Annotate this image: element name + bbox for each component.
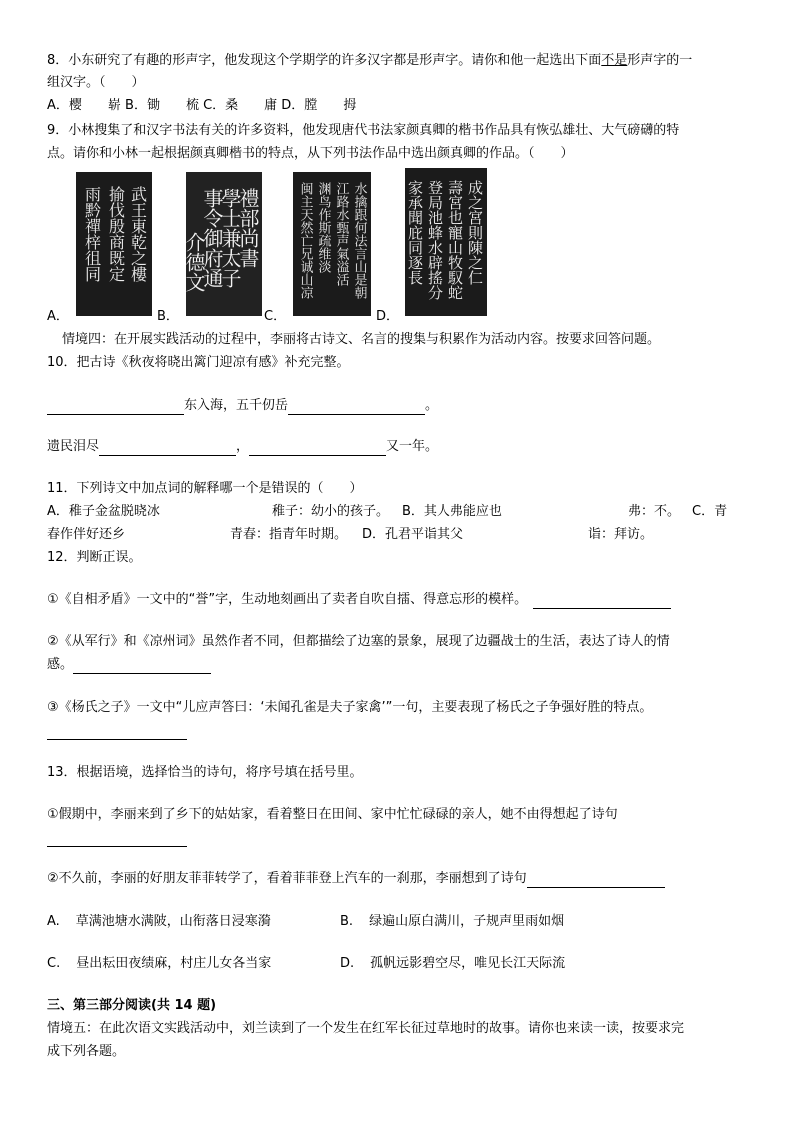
q12-statement-1: ①《自相矛盾》一文中的“誉”字，生动地刻画出了卖者自吹自擂、得意忘形的模样。 bbox=[47, 591, 671, 609]
q13-blank-1[interactable] bbox=[47, 832, 187, 847]
q13-blank-2[interactable] bbox=[527, 873, 665, 888]
q11-option-a-def: 稚子：幼小的孩子。 bbox=[272, 504, 390, 519]
q8-line2: 组汉字。（ ） bbox=[47, 75, 145, 90]
part3-heading: 三、第三部分阅读(共 14 题) bbox=[47, 998, 217, 1013]
calligraphy-b-col1: 禮部尚書 bbox=[236, 188, 260, 268]
scenario5-line1: 情境五：在此次语文实践活动中，刘兰读到了一个发生在红军长征过草地时的故事。请你也来读一读，按要求完 bbox=[47, 1021, 685, 1036]
calligraphy-image-b bbox=[182, 172, 262, 316]
q9-option-c-label: C． bbox=[264, 309, 287, 324]
q9-line2: 点。请你和小林一起根据颜真卿楷书的特点，从下列书法作品中选出颜真卿的作品。（ ） bbox=[47, 146, 574, 161]
q12-blank-2[interactable] bbox=[73, 659, 211, 674]
calligraphy-d-col1: 成之宮則陳之仁 bbox=[466, 180, 484, 285]
calligraphy-image-d bbox=[405, 168, 487, 316]
q13-blank-1-line bbox=[47, 829, 187, 847]
q13-title: 13．根据语境，选择恰当的诗句，将序号填在括号里。 bbox=[47, 765, 363, 780]
q12-statement-2: ②《从军行》和《凉州词》虽然作者不同，但都描绘了边塞的景象，展现了边疆战士的生活，表达了诗人的情 bbox=[47, 634, 670, 649]
q11-option-c-start: C．青 bbox=[692, 504, 728, 519]
calligraphy-c-col3: 渊鸟作斯疏维淡 bbox=[315, 182, 331, 273]
q10-blank-3[interactable] bbox=[99, 441, 236, 456]
calligraphy-c-col2: 江路水甄声氣溢活 bbox=[333, 182, 349, 286]
q8-line1: 8．小东研究了有趣的形声字，他发现这个学期学的许多汉字都是形声字。请你和他一起选出下面不是形声字的一 bbox=[47, 53, 693, 68]
q10-line1: 东入海，五千仞岳 。 bbox=[47, 397, 438, 415]
q9-option-b-label: B． bbox=[157, 309, 179, 324]
q8-not-word: 不是 bbox=[601, 53, 628, 68]
q12-blank-1[interactable] bbox=[533, 594, 671, 609]
q8-options: A．樱 崭 B．锄 梳 C．桑 庸 D．膛 拇 bbox=[47, 98, 357, 113]
q11-option-d: D．孔君平诣其父 bbox=[362, 527, 464, 542]
q12-title: 12．判断正误。 bbox=[47, 550, 142, 565]
scenario5-line2: 成下列各题。 bbox=[47, 1044, 126, 1059]
q10-blank-1[interactable] bbox=[47, 400, 184, 415]
q13-option-b: B. 绿遍山原白满川，子规声里雨如烟 bbox=[340, 914, 565, 929]
q13-situation-1: ①假期中，李丽来到了乡下的姑姑家，看着整日在田间、家中忙忙碌碌的亲人，她不由得想起了诗句 bbox=[47, 807, 618, 822]
calligraphy-c-svg bbox=[293, 172, 371, 316]
q10-blank-4[interactable] bbox=[249, 441, 386, 456]
calligraphy-b-svg bbox=[182, 172, 262, 316]
calligraphy-a-col2: 揄伐殷商既定 bbox=[106, 186, 126, 282]
q9-option-d-label: D． bbox=[376, 309, 400, 324]
q9-line1: 9．小林搜集了和汉字书法有关的许多资料，他发现唐代书法家颜真卿的楷书作品具有恢弘雄壮、大气磅礴的特 bbox=[47, 123, 680, 138]
calligraphy-b-col3: 事令御府通 bbox=[200, 188, 224, 288]
calligraphy-a-col3: 雨黔禪梓徂同 bbox=[82, 186, 102, 282]
q13-option-c: C. 昼出耘田夜绩麻，村庄儿女各当家 bbox=[47, 956, 272, 971]
q11-option-b-def: 弗：不。 bbox=[628, 504, 681, 519]
q10-line2: 遗民泪尽 ， 又一年。 bbox=[47, 439, 439, 454]
q13-option-d: D. 孤帆远影碧空尽，唯见长江天际流 bbox=[340, 956, 566, 971]
calligraphy-b-col4: 介德文 bbox=[182, 232, 206, 292]
calligraphy-d-col2: 壽宮也寵山牧馭蛇 bbox=[446, 180, 464, 300]
q10-blank-2[interactable] bbox=[288, 400, 425, 415]
q12-blank-3[interactable] bbox=[47, 725, 187, 740]
q13-situation-2: ②不久前，李丽的好朋友菲菲转学了，看着菲菲登上汽车的一刹那，李丽想到了诗句 bbox=[47, 870, 665, 888]
calligraphy-a-svg bbox=[76, 172, 152, 316]
q11-option-c-def: 青春：指青年时期。 bbox=[230, 527, 348, 542]
q11-option-b: B．其人弗能应也 bbox=[402, 504, 502, 519]
calligraphy-c-col4: 闽主天然亡兄诚山凉 bbox=[297, 182, 313, 299]
scenario4-text: 情境四：在开展实践活动的过程中，李丽将古诗文、名言的搜集与积累作为活动内容。按要求回答问题。 bbox=[62, 332, 661, 347]
q12-blank-3-line bbox=[47, 722, 187, 740]
q12-statement-3: ③《杨氏之子》一文中“儿应声答曰：‘未闻孔雀是夫子家禽’”一句，主要表现了杨氏之子争强好胜的特点。 bbox=[47, 700, 653, 715]
calligraphy-d-col3: 登局池蜂水辟搖分 bbox=[426, 180, 444, 300]
q11-option-c-cont: 春作伴好还乡 bbox=[47, 527, 126, 542]
q11-option-a: A．稚子金盆脱晓冰 bbox=[47, 504, 160, 519]
calligraphy-image-c bbox=[293, 172, 371, 316]
calligraphy-a-col1: 武王東乾之樓 bbox=[128, 186, 148, 282]
q12-statement-2-cont: 感。 bbox=[47, 656, 211, 674]
calligraphy-d-col4: 家承聞庇同逐長 bbox=[406, 180, 424, 285]
q13-option-a: A. 草满池塘水满陂，山衔落日浸寒漪 bbox=[47, 914, 271, 929]
q11-option-d-def: 诣：拜访。 bbox=[588, 527, 654, 542]
q9-option-a-label: A． bbox=[47, 309, 69, 324]
calligraphy-d-svg bbox=[405, 168, 487, 316]
calligraphy-c-col1: 水擒跟何法言山是朝 bbox=[351, 182, 367, 299]
calligraphy-image-a bbox=[76, 172, 152, 316]
calligraphy-b-col2: 學士兼太子 bbox=[218, 188, 242, 288]
q10-title: 10．把古诗《秋夜将晓出篱门迎凉有感》补充完整。 bbox=[47, 355, 350, 370]
q11-title: 11．下列诗文中加点词的解释哪一个是错误的（ ） bbox=[47, 481, 363, 496]
